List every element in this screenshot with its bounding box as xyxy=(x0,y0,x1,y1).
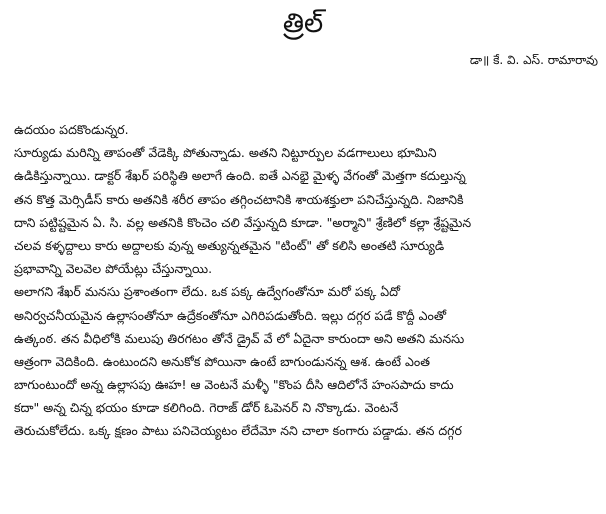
story-body xyxy=(14,118,600,443)
text-line: ప్రభావాన్ని వెలవెల పోయేట్లు చేస్తున్నాయి. xyxy=(14,261,213,277)
text-line: ఆత్రంగా వెదికింది. ఉంటుందని అనుకోక పోయినా ఉంటే బాగుండునన్న ఆశ. ఉంటే ఎంత xyxy=(14,353,430,369)
text-line: తెరుచుకోలేదు. ఒక్క క్షణం పాటు పనిచెయ్యటం లేదేమో నని చాలా కంగారు పడ్డాడు. తన దగ్గర xyxy=(14,423,462,439)
text-line: అనిర్వచనీయమైన ఉల్లాసంతోనూ ఉద్రేకంతోనూ ఎగిరిపడుతోంది. ఇల్లు దగ్గర పడే కొద్దీ ఎంతో xyxy=(14,307,447,323)
text-line: బాగుంటుందో అన్న ఉల్లాసపు ఊహ! ఆ వెంటనే మళ్ళీ "కొంప దీసి ఆదిలోనే హంసపాదు కాదు xyxy=(14,377,454,393)
text-line: ఉదయం పదకొండున్నర. xyxy=(14,122,129,137)
author-name: డా॥ కే. వి. ఎస్. రామారావు xyxy=(469,53,598,67)
text-line: ఉడికిస్తున్నాయి. డాక్టర్ శేఖర్ పరిస్థితి అలాగే ఉంది. ఐతే ఎనభై మైళ్ళ వేగంతో మెత్తగా కదుల్తున్న xyxy=(14,168,466,184)
text-line: దాని పట్టిష్టమైన ఏ. సి. వల్ల అతనికి కొంచెం చలి వేస్తున్నది కూడా. "అర్మాని" శ్రేణిలో కల్లా శ్రేష్టమైన xyxy=(14,214,472,230)
text-line: కదా" అన్న చిన్న భయం కూడా కలిగింది. గెరాజ్ డోర్ ఓపెనర్ ని నొక్కాడు. వెంటనే xyxy=(14,400,399,416)
text-line: అలాగని శేఖర్ మనసు ప్రశాంతంగా లేదు. ఒక పక్క ఉద్వేగంతోనూ మరో పక్క ఏదో xyxy=(14,284,401,300)
text-line: ఉత్కంఠ. తన వీధిలోకి మలుపు తిరగటం తోనే డ్రైవ్ వే లో ఏదైనా కారుందా అని అతని మనసు xyxy=(14,330,465,346)
document-title: త్రిల్ xyxy=(282,8,324,39)
text-line: చలవ కళ్ళద్దాలు కారు అద్దాలకు వున్న అత్యున్నతమైన "టింట్" తో కలిసి అంతటి సూర్యుడి xyxy=(14,237,445,253)
text-line: తన కొత్త మెర్సిడీస్ కారు అతనికి శరీర తాపం తగ్గించటానికి శాయశక్తులా పనిచేస్తున్నది. నిజానికి xyxy=(14,191,464,207)
text-line: సూర్యుడు మరిన్ని తాపంతో వేడెక్కి పోతున్నాడు. అతని నిట్టూర్పుల వడగాలులు భూమిని xyxy=(14,145,437,161)
